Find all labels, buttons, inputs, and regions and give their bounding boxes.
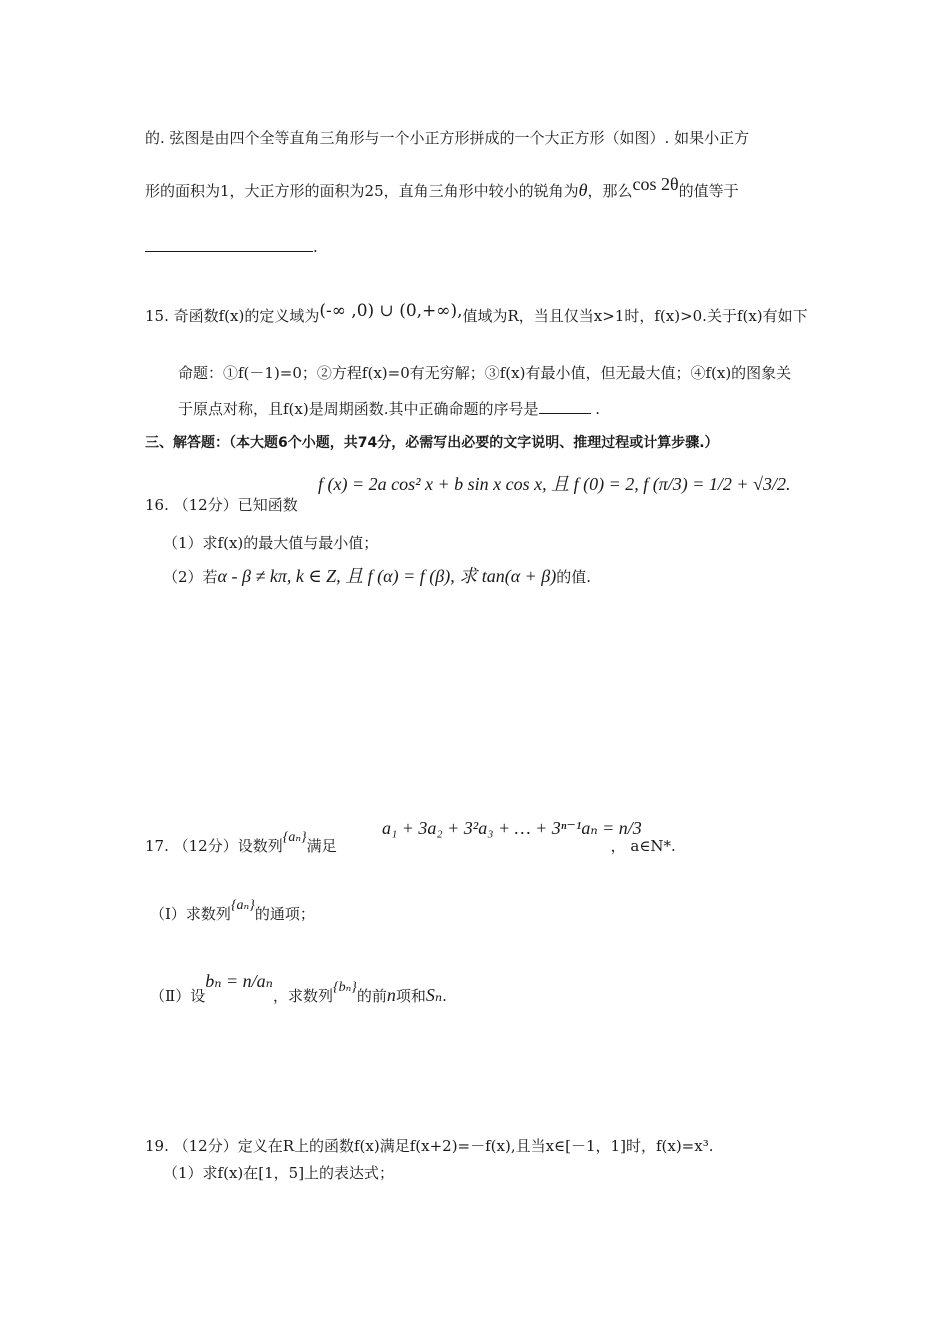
q17-part2-text-d: 项和 — [395, 987, 426, 1005]
q17-satisfy: 满足 — [306, 837, 337, 855]
q17-formula: a₁ + 3a₂ + 3²a₃ + … + 3ⁿ⁻¹aₙ = n/3 — [382, 818, 642, 838]
q15-line1-text-a: 15. 奇函数f(x)的定义域为 — [145, 307, 320, 325]
q17-part1-an: {aₙ} — [230, 898, 255, 913]
q17-part2-bn: bₙ = n/aₙ — [205, 971, 273, 991]
q16-part2-text-b: 的值. — [556, 568, 592, 586]
theta-symbol: θ — [578, 180, 588, 200]
q17-part1-text-a: （Ⅰ）求数列 — [150, 905, 231, 923]
q15-line3 — [178, 398, 600, 419]
q14-line2 — [145, 174, 739, 201]
q17-part1 — [150, 898, 315, 924]
section3-heading: 三、解答题：（本大题6个小题，共74分，必需写出必要的文字说明、推理过程或计算步骤.） — [145, 435, 719, 451]
q16-part2-text-a: （2）若 — [163, 568, 218, 586]
q14-end: . — [313, 238, 318, 256]
q17-part2-n: n — [386, 985, 396, 1005]
q14-line2-text-b: ，那么 — [587, 182, 633, 200]
q14-line2-text-a: 形的面积为1，大正方形的面积为25，直角三角形中较小的锐角为 — [145, 182, 579, 200]
q15-line3-text-b: . — [590, 400, 601, 418]
q17-part2-text-b: ，求数列 — [272, 987, 333, 1005]
q16-label: 16. （12分）已知函数 — [145, 496, 298, 514]
q14-answer-line — [145, 238, 318, 256]
q15-line1-text-b: 值域为R，当且仅当x>1时，f(x)>0.关于f(x)有如下 — [462, 307, 808, 325]
q17-label: 17. （12分）设数列 — [145, 837, 283, 855]
q17-part2-bseq: {bₙ} — [332, 980, 357, 995]
q16-part1: （1）求f(x)的最大值与最小值； — [163, 534, 379, 552]
q15-line1 — [145, 301, 808, 326]
q17-part2-text-a: （Ⅱ）设 — [150, 987, 206, 1005]
q17-part2-sn: Sₙ — [425, 985, 443, 1005]
answer-blank[interactable] — [145, 251, 313, 252]
q17-part1-text-b: 的通项； — [254, 905, 315, 923]
q17-part2 — [150, 971, 447, 1006]
q14-line1: 的. 弦图是由四个全等直角三角形与一个小正方形拼成的一个大正方形（如图）. 如果小正方 — [145, 129, 750, 147]
q17-line — [145, 830, 676, 856]
q16-formula: f (x) = 2a cos² x + b sin x cos x, 且 f (0) = 2, f (π/3) = 1/2 + √3/2. — [318, 474, 791, 494]
q17-an-seq: {aₙ} — [282, 830, 307, 845]
q16-part2-formula: α - β ≠ kπ, k ∈ Z, 且 f (α) = f (β), 求 tan(α + β) — [217, 566, 557, 586]
q15-line2: 命题：①f(－1)=0；②方程f(x)=0有无穷解；③f(x)有最小值，但无最大值；④f(x)的图象关 — [178, 364, 792, 382]
q19-part1: （1）求f(x)在[1，5]上的表达式； — [163, 1164, 395, 1182]
q15-answer-blank[interactable] — [539, 413, 591, 414]
q17-part2-text-c: 的前 — [356, 987, 387, 1005]
q17-part2-text-e: . — [442, 987, 447, 1005]
q17-cond: ， a∈N*. — [610, 837, 676, 855]
q15-domain: (-∞ ,0) ∪ (0,+∞), — [319, 301, 463, 321]
q15-line3-text-a: 于原点对称，且f(x)是周期函数.其中正确命题的序号是 — [178, 400, 539, 418]
q14-line2-text-c: 的值等于 — [678, 182, 739, 200]
q19-line1: 19. （12分）定义在R上的函数f(x)满足f(x+2)=－f(x),且当x∈[－1，1]时，f(x)=x³. — [145, 1137, 714, 1155]
q16-part2 — [163, 562, 591, 588]
cos2theta-expr: cos 2θ — [632, 174, 679, 194]
